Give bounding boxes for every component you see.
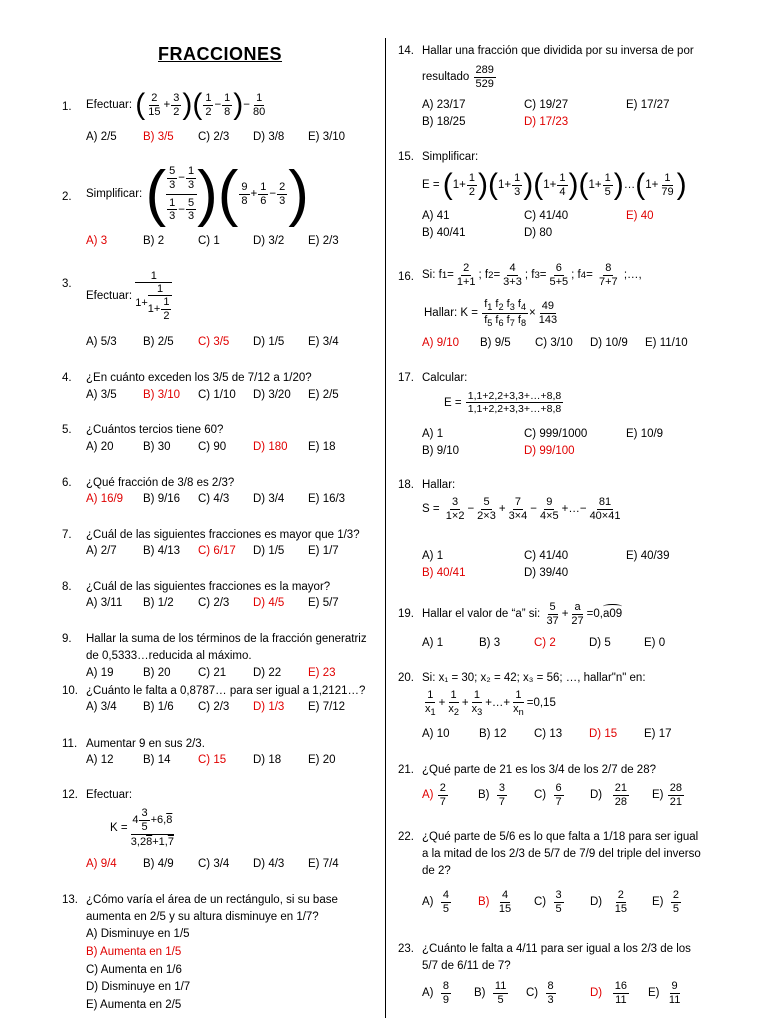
option[interactable]: D) 39/40 xyxy=(524,567,569,580)
question-number: 23. xyxy=(398,943,414,955)
option[interactable]: B) 30 xyxy=(143,441,171,453)
option-answer[interactable]: D) 99/100 xyxy=(524,445,575,458)
question-text: de 2? xyxy=(422,865,451,877)
option[interactable]: A) 19 xyxy=(86,667,114,679)
question-number: 16. xyxy=(398,271,414,283)
option[interactable]: A) 3/4 xyxy=(86,701,117,713)
question-number: 14. xyxy=(398,45,414,57)
question-text: Aumentar 9 en sus 2/3. xyxy=(86,738,205,750)
question-number: 10. xyxy=(62,685,78,697)
question-15-options xyxy=(422,208,654,243)
question-20-options xyxy=(422,728,672,740)
option[interactable]: B) 3 xyxy=(479,637,501,649)
option-letter: B) xyxy=(474,987,486,1000)
question-10-options xyxy=(86,701,345,713)
option[interactable]: E) 2/3 xyxy=(308,235,339,247)
option[interactable]: C) 3/4 xyxy=(198,858,230,870)
option[interactable]: E) 5/7 xyxy=(308,597,339,609)
option[interactable]: B) 14 xyxy=(143,754,171,766)
option[interactable]: A) 20 xyxy=(86,441,114,453)
question-19-options xyxy=(422,637,665,649)
option[interactable]: C) 3/10 xyxy=(535,337,573,349)
option[interactable]: B) 2 xyxy=(143,235,165,247)
question-13 xyxy=(62,893,384,929)
option[interactable]: C) 41/40 xyxy=(524,550,569,562)
option[interactable]: D) 3/20 xyxy=(253,389,291,401)
option[interactable]: D) 5 xyxy=(589,637,611,649)
question-18-options xyxy=(422,548,669,583)
option-answer[interactable]: D) 17/23 xyxy=(524,116,569,129)
question-number: 11. xyxy=(62,738,78,750)
question-17-options xyxy=(422,426,663,461)
option[interactable]: E) 1/7 xyxy=(308,545,339,557)
question-14-result xyxy=(422,64,497,90)
question-13-options xyxy=(86,926,190,1015)
option[interactable]: A) 2/7 xyxy=(86,545,117,557)
option[interactable]: B) 18/25 xyxy=(422,116,466,129)
option[interactable]: E) 20 xyxy=(308,754,336,766)
question-number: 3. xyxy=(62,278,72,290)
option-letter: A) xyxy=(422,896,434,909)
option-answer[interactable]: D) 4/5 xyxy=(253,597,285,609)
option-letter: A) xyxy=(422,987,434,1000)
question-8-options xyxy=(86,597,339,609)
option[interactable]: B) $\frac{3}{7}$ xyxy=(478,782,506,808)
question-text: ¿Cuántos tercios tiene 60? xyxy=(86,424,224,436)
question-1-options xyxy=(86,131,345,143)
option[interactable]: E) 17 xyxy=(644,728,672,740)
option[interactable]: C) $\frac{6}{7}$ xyxy=(534,782,562,808)
question-9 xyxy=(62,632,382,668)
option[interactable]: B) 4/13 xyxy=(143,545,181,557)
question-20-expression: $\frac{1}{x_1}$ + $\frac{1}{x_2}$ + $\frac{1}{x_3}$ +…+ $\frac{1}{x_n}$ =0,15 xyxy=(425,689,556,717)
question-12-options xyxy=(86,858,339,870)
option[interactable]: E) 17/27 xyxy=(626,99,670,111)
question-text: Hallar el valor de “a” si: xyxy=(422,608,541,621)
option[interactable]: C) 90 xyxy=(198,441,227,453)
question-text: Hallar: xyxy=(422,479,456,491)
option[interactable]: C) 2/3 xyxy=(198,597,230,609)
option-answer[interactable]: C) 3/5 xyxy=(198,336,230,348)
fraction: $\frac{2}{15}$ xyxy=(148,91,161,118)
option[interactable]: A) 10 xyxy=(422,728,450,740)
question-3-expression: Efectuar: 1 1+ 1 1+ $\frac{1}{2}$ xyxy=(86,270,172,322)
question-number: 20. xyxy=(398,672,414,684)
question-14-options xyxy=(422,97,669,132)
option[interactable]: D) 80 xyxy=(524,227,553,240)
option-letter: D) xyxy=(590,987,603,1000)
question-number: 1. xyxy=(62,101,72,113)
option[interactable]: A) 23/17 xyxy=(422,99,466,111)
question-text: ¿Cuánto le falta a 0,8787… para ser igual a 1,2121…? xyxy=(86,685,366,697)
question-2-options xyxy=(86,235,339,247)
option[interactable]: D) $\frac{2}{15}$ xyxy=(590,889,627,915)
option-answer[interactable]: E) 40 xyxy=(626,210,654,222)
question-number: 12. xyxy=(62,789,78,801)
question-text: Hallar: K = xyxy=(424,307,479,320)
question-text: a la mitad de los 2/3 de 5/7 de 7/9 del triple del inverso xyxy=(422,848,701,860)
question-number: 17. xyxy=(398,372,414,384)
question-text: ¿Qué parte de 5/6 es lo que falta a 1/18 para ser igual xyxy=(422,831,699,843)
question-17-expression: E = $\frac{1,1+2,2+3,3+\dots+8,8}{1,1+2,2+3,3+\dots+8,8}$ xyxy=(444,390,562,416)
option[interactable]: B) 12 xyxy=(479,728,507,740)
option[interactable]: E) 16/3 xyxy=(308,493,346,505)
option-letter: E) xyxy=(648,987,660,1000)
option[interactable]: C) 21 xyxy=(198,667,227,679)
option[interactable]: D) 3/2 xyxy=(253,235,285,247)
question-text: ¿Cuál de las siguientes fracciones es mayor que 1/3? xyxy=(86,529,360,541)
option[interactable]: C) 1/10 xyxy=(198,389,236,401)
option[interactable]: A) 3/5 xyxy=(86,389,117,401)
question-number: 6. xyxy=(62,477,72,489)
question-number: 21. xyxy=(398,764,414,776)
option-answer[interactable]: A) 3 xyxy=(86,235,108,247)
question-19: 19. Hallar el valor de “a” si: $\frac{5}{37}$ + $\frac{a}{27}$ =0, a09 xyxy=(398,601,623,627)
question-number: 8. xyxy=(62,581,72,593)
question-9-options xyxy=(86,667,336,679)
option[interactable]: E) $\frac{28}{21}$ xyxy=(652,782,682,808)
option-answer[interactable]: B) $\frac{4}{15}$ xyxy=(478,889,512,915)
option[interactable]: E) $\frac{9}{11}$ xyxy=(648,980,681,1006)
question-16-expression: Hallar: K = $\frac{f_1 f_2 f_3 f_4}{f_5 f_6 f_7 f_8}$ × $\frac{49}{143}$ xyxy=(424,298,558,328)
question-3-options xyxy=(86,336,339,348)
option-answer[interactable]: A) 16/9 xyxy=(86,493,124,505)
option[interactable]: D) 4/3 xyxy=(253,858,285,870)
question-15-expression: E = ( 1+ $\frac{1}{2}$ )( 1+ $\frac{1}{3}$ )( 1+ $\frac{1}{4}$ )( 1+ $\frac{1}{5}$ ) … ( 1+ $\frac{1}{79}$ ) xyxy=(422,168,687,201)
option[interactable]: E) 7/4 xyxy=(308,858,339,870)
question-label: Efectuar: xyxy=(86,290,133,303)
question-number: 18. xyxy=(398,479,414,491)
question-text: resultado xyxy=(422,71,470,84)
question-number: 4. xyxy=(62,372,72,384)
option-letter: C) xyxy=(526,987,539,1000)
option[interactable]: A) 1 xyxy=(422,637,444,649)
option[interactable]: E) 40/39 xyxy=(626,550,670,562)
option[interactable]: D) 1/5 xyxy=(253,545,285,557)
option[interactable]: C) Aumenta en 1/6 xyxy=(86,963,182,976)
question-21-options xyxy=(422,782,685,808)
option[interactable]: D) 22 xyxy=(253,667,282,679)
option[interactable]: E) 7/12 xyxy=(308,701,346,713)
option[interactable]: E) Aumenta en 2/5 xyxy=(86,999,182,1012)
option[interactable]: A) 5/3 xyxy=(86,336,117,348)
question-16 xyxy=(398,270,414,286)
question-4-options xyxy=(86,389,339,401)
column-divider xyxy=(385,38,386,1018)
question-number: 2. xyxy=(62,191,72,203)
question-text: ¿Qué fracción de 3/8 es 2/3? xyxy=(86,477,235,489)
question-number: 9. xyxy=(62,633,72,645)
option-answer[interactable]: E) 23 xyxy=(308,667,336,679)
option-answer[interactable]: A) 9/10 xyxy=(422,337,460,349)
option-answer[interactable]: B) 3/5 xyxy=(143,131,174,143)
option[interactable]: B) 1/2 xyxy=(143,597,174,609)
option[interactable]: B) 9/10 xyxy=(422,445,460,458)
option[interactable]: A) $\frac{4}{5}$ xyxy=(422,889,450,915)
option-answer[interactable]: B) 40/41 xyxy=(422,567,466,580)
question-number: 5. xyxy=(62,424,72,436)
question-number: 15. xyxy=(398,151,414,163)
option[interactable]: C) 13 xyxy=(534,728,563,740)
option[interactable]: C) 2/3 xyxy=(198,701,230,713)
question-text: ¿En cuánto exceden los 3/5 de 7/12 a 1/20? xyxy=(86,372,312,384)
question-text: ¿Cómo varía el área de un rectángulo, si su base xyxy=(86,894,338,906)
option-answer[interactable]: D) 15 xyxy=(589,728,618,740)
question-5-options xyxy=(86,441,336,453)
option[interactable]: A) 1 xyxy=(422,428,444,440)
option-answer[interactable]: B) Aumenta en 1/5 xyxy=(86,945,182,958)
option-answer[interactable]: A) $\frac{2}{7}$ xyxy=(422,782,446,808)
option[interactable]: E) 10/9 xyxy=(626,428,664,440)
option-answer[interactable]: B) 3/10 xyxy=(143,389,181,401)
question-1 xyxy=(62,100,72,116)
question-2-expression: Simplificar: ( $\frac{5}{3}$ − $\frac{1}{3}$ $\frac{1}{3}$ − $\frac{5}{3}$ ) ( $\frac{9}{8}$ + $\frac{1}{6}$ − $\frac{2}{3}$ ) xyxy=(86,159,309,228)
question-number: 7. xyxy=(62,529,72,541)
option[interactable]: A) 2/5 xyxy=(86,131,117,143)
option[interactable]: C) $\frac{3}{5}$ xyxy=(534,889,562,915)
question-12-expression: K = 4 $\frac{3}{5}$ +6, 8 3,28+1,7 xyxy=(110,807,174,849)
option[interactable]: A) 1 xyxy=(422,550,444,562)
question-7-options xyxy=(86,545,339,557)
question-text: de 0,5333…reducida al máximo. xyxy=(86,650,252,662)
option[interactable]: E) $\frac{2}{5}$ xyxy=(652,889,680,915)
question-text: ¿Qué parte de 21 es los 3/4 de los 2/7 de 28? xyxy=(422,764,656,776)
question-16-definitions: Si: f 1 = $\frac{2}{1+1}$ ; f 2 = $\frac{4}{3+3}$ ; f 3 = $\frac{6}{5+5}$ ; f 4 = $\frac{8}{7+7}$ ;…, xyxy=(422,262,642,288)
question-2 xyxy=(62,190,72,206)
question-23-options xyxy=(422,980,683,1006)
option[interactable]: D) 18 xyxy=(253,754,282,766)
option-answer[interactable]: D) 1/3 xyxy=(253,701,285,713)
question-text: Si: xyxy=(422,269,436,282)
question-text: Simplificar: xyxy=(422,151,479,163)
option-letter: E) xyxy=(652,896,664,909)
option[interactable]: D) 3/8 xyxy=(253,131,285,143)
option[interactable]: E) 3/10 xyxy=(308,131,346,143)
option-answer[interactable]: C) 15 xyxy=(198,754,227,766)
option[interactable]: E) 11/10 xyxy=(645,337,688,349)
question-text: Si: x₁ = 30; x₂ = 42; x₃ = 56; …, hallar"n" en: xyxy=(422,672,646,684)
question-3 xyxy=(62,277,72,293)
option-letter: E) xyxy=(652,789,664,802)
question-18-expression: S = $\frac{3}{1\times 2}$ − $\frac{5}{2\times 3}$ + $\frac{7}{3\times 4}$ − $\frac{9}{4\times 5}$ +…− $\frac{81}{40\times 41}$ xyxy=(422,496,621,522)
option[interactable]: B) 1/6 xyxy=(143,701,174,713)
option[interactable]: D) Disminuye en 1/7 xyxy=(86,981,191,994)
question-1-expression: Efectuar: ( $\frac{2}{15}$ + $\frac{3}{2}$ )( $\frac{1}{2}$ − $\frac{1}{8}$ ) − $\frac{1}{80}$ xyxy=(86,88,266,121)
option[interactable]: C) 41/40 xyxy=(524,210,569,222)
question-text: Hallar la suma de los términos de la fracción generatriz xyxy=(86,633,367,645)
option-letter: D) xyxy=(590,789,603,802)
option[interactable]: B) 9/16 xyxy=(143,493,181,505)
option[interactable]: A) 12 xyxy=(86,754,114,766)
option[interactable]: A) 3/11 xyxy=(86,597,123,609)
option-answer[interactable]: C) 2 xyxy=(534,637,556,649)
question-6-options xyxy=(86,493,345,505)
option[interactable]: B) 2/5 xyxy=(143,336,174,348)
option[interactable]: C) 2/3 xyxy=(198,131,230,143)
option[interactable]: E) 3/4 xyxy=(308,336,339,348)
question-22-options xyxy=(422,889,682,915)
question-text: Calcular: xyxy=(422,372,468,384)
option[interactable]: E) 18 xyxy=(308,441,336,453)
option[interactable]: C) 999/1000 xyxy=(524,428,588,440)
option-letter: B) xyxy=(478,789,490,802)
option[interactable]: A) Disminuye en 1/5 xyxy=(86,928,190,940)
option[interactable]: D) 10/9 xyxy=(590,337,628,349)
option-answer[interactable]: C) 6/17 xyxy=(198,545,236,557)
option[interactable]: B) $\frac{11}{5}$ xyxy=(474,980,507,1006)
option[interactable]: D) 1/5 xyxy=(253,336,285,348)
option[interactable]: E) 0 xyxy=(644,637,666,649)
option[interactable]: C) 19/27 xyxy=(524,99,569,111)
question-16-options xyxy=(422,337,688,349)
question-label: Efectuar: xyxy=(86,99,133,111)
option-answer[interactable]: A) 9/4 xyxy=(86,858,117,870)
question-text: Hallar una fracción que dividida por su inversa de por xyxy=(422,45,694,57)
question-text: 5/7 de 6/11 de 7? xyxy=(422,960,511,972)
question-11-options xyxy=(86,754,336,766)
option-answer[interactable]: D) $\frac{16}{11}$ xyxy=(590,980,627,1006)
option-answer[interactable]: D) 180 xyxy=(253,441,288,453)
option-letter: A) xyxy=(422,789,434,802)
option-letter: B) xyxy=(478,896,490,909)
fraction: $\frac{289}{529}$ xyxy=(475,64,494,90)
question-text: ¿Cuál de las siguientes fracciones es la mayor? xyxy=(86,581,331,593)
question-label: Efectuar: xyxy=(86,789,133,801)
option[interactable]: B) 4/9 xyxy=(143,858,174,870)
option[interactable]: D) $\frac{21}{28}$ xyxy=(590,782,627,808)
option[interactable]: C) 1 xyxy=(198,235,220,247)
option[interactable]: C) $\frac{8}{3}$ xyxy=(526,980,554,1006)
question-number: 22. xyxy=(398,831,414,843)
option-letter: C) xyxy=(534,896,547,909)
question-22 xyxy=(398,830,768,882)
option-letter: C) xyxy=(534,789,547,802)
option[interactable]: E) 2/5 xyxy=(308,389,339,401)
option[interactable]: B) 40/41 xyxy=(422,227,466,240)
question-label: Simplificar: xyxy=(86,188,143,200)
option[interactable]: A) $\frac{8}{9}$ xyxy=(422,980,450,1006)
option[interactable]: C) 4/3 xyxy=(198,493,230,505)
option-letter: D) xyxy=(590,896,603,909)
question-number: 13. xyxy=(62,894,78,906)
option[interactable]: B) 9/5 xyxy=(480,337,511,349)
option[interactable]: A) 41 xyxy=(422,210,450,222)
option[interactable]: B) 20 xyxy=(143,667,171,679)
question-text: aumenta en 2/5 y su altura disminuye en 1/7? xyxy=(86,911,319,923)
question-text: ¿Cuánto le falta a 4/11 para ser igual a los 2/3 de los xyxy=(422,943,691,955)
question-number: 19. xyxy=(398,608,414,621)
option[interactable]: D) 3/4 xyxy=(253,493,285,505)
question-23 xyxy=(398,942,768,978)
page-title: FRACCIONES xyxy=(158,44,283,64)
